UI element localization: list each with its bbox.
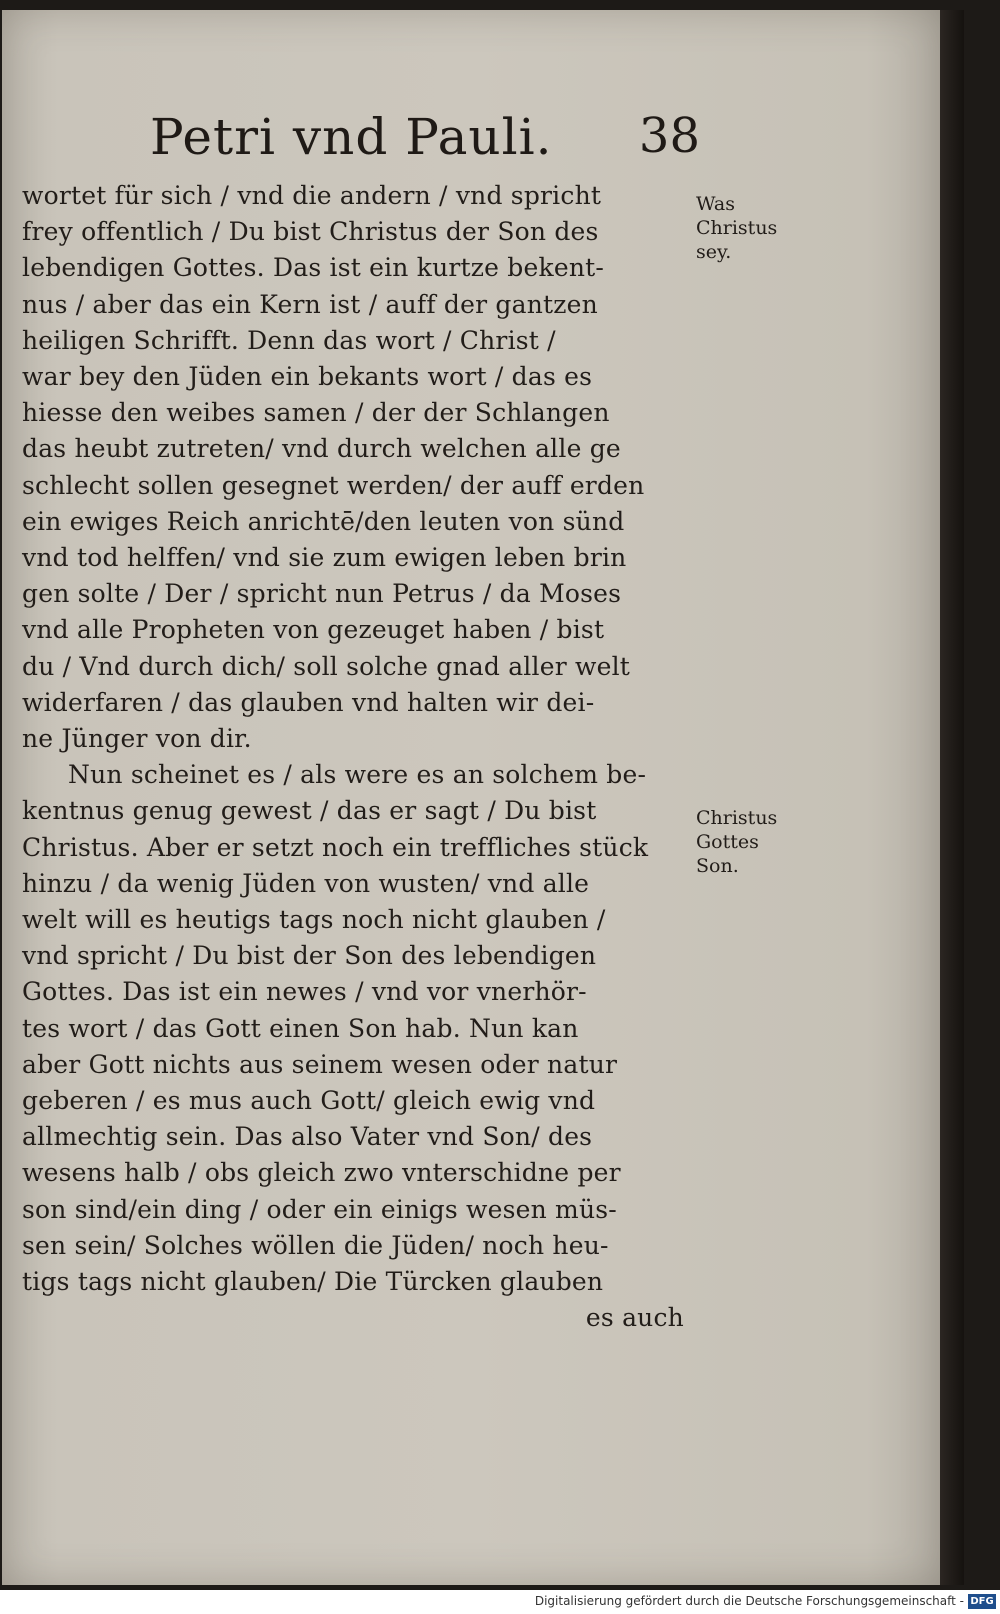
margin-note-line: Son. bbox=[696, 855, 739, 877]
running-title: Petri vnd Pauli. bbox=[150, 108, 553, 166]
text-line: ne Jünger von dir. bbox=[22, 724, 252, 754]
text-line: Nun scheinet es / als were es an solchem be- bbox=[68, 760, 647, 790]
text-line: widerfaren / das glauben vnd halten wir dei- bbox=[22, 687, 595, 717]
text-line: hiesse den weibes samen / der der Schlangen bbox=[22, 398, 610, 428]
text-line: hinzu / da wenig Jüden von wusten/ vnd alle bbox=[22, 868, 590, 898]
text-line: vnd alle Propheten von gezeuget haben / bist bbox=[22, 615, 605, 645]
text-line: welt will es heutigs tags noch nicht glauben / bbox=[22, 905, 606, 935]
text-line: Christus. Aber er setzt noch ein treffliches stück bbox=[22, 832, 649, 862]
funding-credit: Digitalisierung gefördert durch die Deutsche Forschungsgemeinschaft - bbox=[534, 1594, 964, 1608]
text-line: du / Vnd durch dich/ soll solche gnad aller welt bbox=[22, 651, 631, 681]
margin-note-line: Christus bbox=[696, 217, 778, 239]
margin-note bbox=[696, 806, 806, 878]
text-line: sen sein/ Solches wöllen die Jüden/ noch heu- bbox=[22, 1230, 609, 1260]
text-line: schlecht sollen gesegnet werden/ der auff erden bbox=[22, 470, 645, 500]
dfg-logo: DFG bbox=[968, 1594, 996, 1609]
text-line: geberen / es mus auch Gott/ gleich ewig vnd bbox=[22, 1086, 596, 1116]
text-line: kentnus genug gewest / das er sagt / Du bist bbox=[22, 796, 597, 826]
text-line: Gottes. Das ist ein newes / vnd vor vnerhör- bbox=[22, 977, 587, 1007]
text-line: das heubt zutreten/ vnd durch welchen alle ge bbox=[22, 434, 621, 464]
page-edge-shadow bbox=[940, 10, 964, 1585]
text-line: heiligen Schrifft. Denn das wort / Christ / bbox=[22, 325, 556, 355]
body-text bbox=[22, 178, 712, 1337]
text-line: son sind/ein ding / oder ein einigs wesen müs- bbox=[22, 1194, 617, 1224]
text-line: ein ewiges Reich anrichtē/den leuten von sünd bbox=[22, 506, 625, 536]
text-line: aber Gott nichts aus seinem wesen oder natur bbox=[22, 1049, 618, 1079]
running-head bbox=[150, 108, 710, 178]
text-line: gen solte / Der / spricht nun Petrus / da Moses bbox=[22, 579, 622, 609]
text-line: wesens halb / obs gleich zwo vnterschidne per bbox=[22, 1158, 621, 1188]
text-line: vnd spricht / Du bist der Son des lebendigen bbox=[22, 941, 597, 971]
margin-note-line: Christus bbox=[696, 807, 778, 829]
text-line: nus / aber das ein Kern ist / auff der gantzen bbox=[22, 289, 598, 319]
text-line: wortet für sich / vnd die andern / vnd spricht bbox=[22, 181, 602, 210]
text-line: lebendigen Gottes. Das ist ein kurtze bekent- bbox=[22, 253, 605, 283]
text-line: tigs tags nicht glauben/ Die Türcken glauben bbox=[22, 1267, 604, 1297]
text-line: tes wort / das Gott einen Son hab. Nun kan bbox=[22, 1013, 579, 1043]
text-line: vnd tod helffen/ vnd sie zum ewigen leben brin bbox=[22, 543, 627, 573]
margin-note bbox=[696, 192, 806, 264]
margin-note-line: Gottes bbox=[696, 831, 759, 853]
margin-note-line: Was bbox=[696, 193, 735, 215]
catchword: es auch bbox=[585, 1303, 684, 1333]
text-line: war bey den Jüden ein bekants wort / das es bbox=[22, 362, 593, 392]
page-number: 38 bbox=[638, 108, 700, 164]
margin-note-line: sey. bbox=[696, 241, 732, 263]
text-line: allmechtig sein. Das also Vater vnd Son/ des bbox=[22, 1122, 593, 1152]
footer-bar bbox=[0, 1590, 1000, 1614]
text-line: frey offentlich / Du bist Christus der Son des bbox=[22, 217, 599, 247]
